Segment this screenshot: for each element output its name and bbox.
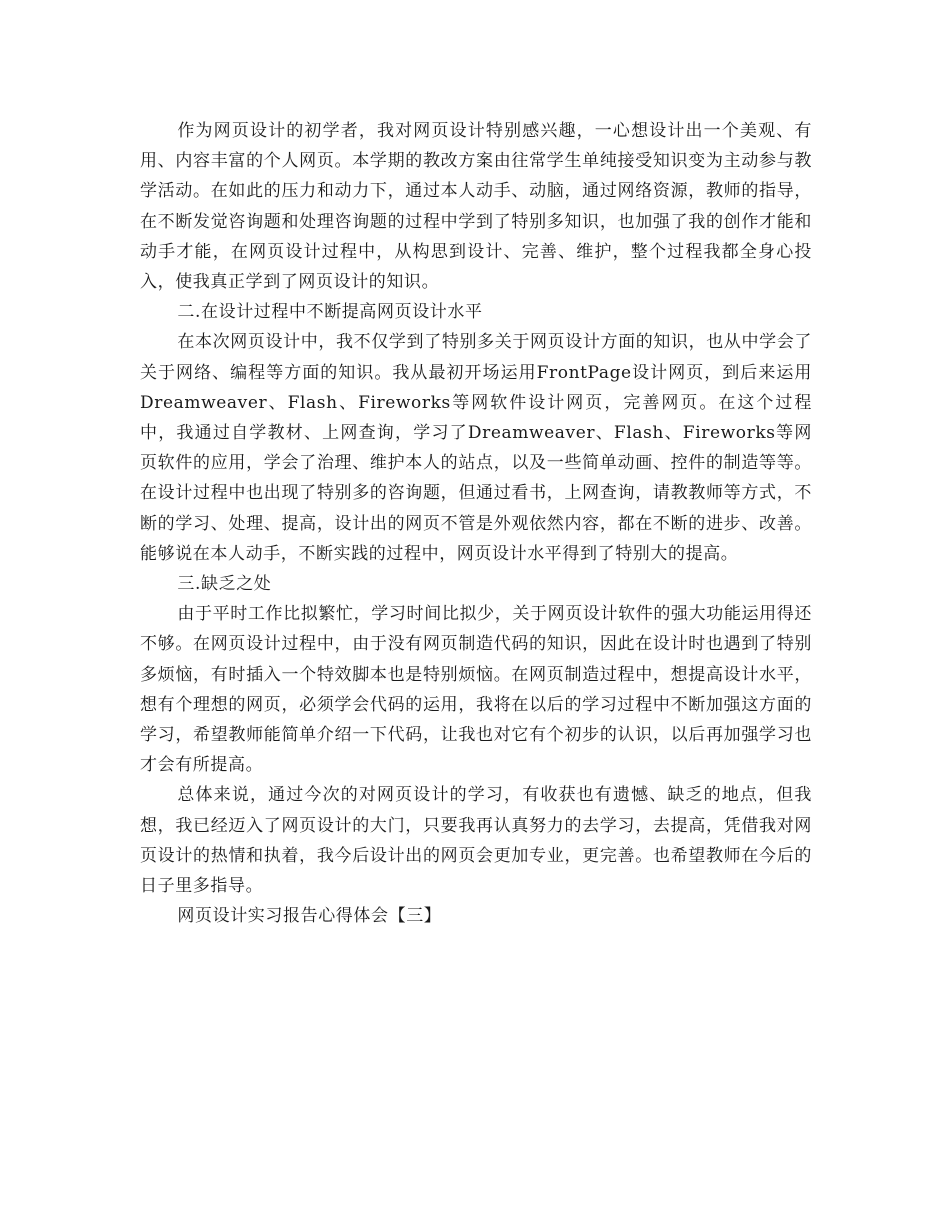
section-heading-2: 二.在设计过程中不断提高网页设计水平 [177,302,483,323]
document-body [140,116,812,931]
report-title-part-3: 网页设计实习报告心得体会【三】 [177,906,442,927]
paragraph-summary: 总体来说，通过今次的对网页设计的学习，有收获也有遗憾、缺乏的地点，但我想，我已经迈入了网页设计的大门，只要我再认真努力的去学习，去提高，凭借我对网页设计的热情和执着，我今后设计出的网页会更加专业，更完善。也希望教师在今后的日子里多指导。 [140,785,812,897]
paragraph-intro: 作为网页设计的初学者，我对网页设计特别感兴趣，一心想设计出一个美观、有用、内容丰富的个人网页。本学期的教改方案由往常学生单纯接受知识变为主动参与教学活动。在如此的压力和动力下，通过本人动手、动脑，通过网络资源，教师的指导，在不断发觉咨询题和处理咨询题的过程中学到了特别多知识，也加强了我的创作才能和动手才能，在网页设计过程中，从构思到设计、完善、维护，整个过程我都全身心投入，使我真正学到了网页设计的知识。 [140,121,812,293]
section-heading-3: 三.缺乏之处 [177,574,272,595]
paragraph-shortcomings: 由于平时工作比拟繁忙，学习时间比拟少，关于网页设计软件的强大功能运用得还不够。在网页设计过程中，由于没有网页制造代码的知识，因此在设计时也遇到了特别多烦恼，有时插入一个特效脚本也是特别烦恼。在网页制造过程中，想提高设计水平，想有个理想的网页，必须学会代码的运用，我将在以后的学习过程中不断加强这方面的学习，希望教师能简单介绍一下代码，让我也对它有个初步的认识，以后再加强学习也才会有所提高。 [140,604,812,776]
paragraph-design-process: 在本次网页设计中，我不仅学到了特别多关于网页设计方面的知识，也从中学会了关于网络、编程等方面的知识。我从最初开场运用FrontPage设计网页，到后来运用Dreamweaver、Flash、Fireworks等网软件设计网页，完善网页。在这个过程中，我通过自学教材、上网查询，学习了Dreamweaver、Flash、Fireworks等网页软件的应用，学会了治理、维护本人的站点，以及一些简单动画、控件的制造等等。在设计过程中也出现了特别多的咨询题，但通过看书，上网查询，请教教师等方式，不断的学习、处理、提高，设计出的网页不管是外观依然内容，都在不断的进步、改善。能够说在本人动手，不断实践的过程中，网页设计水平得到了特别大的提高。 [140,332,812,564]
